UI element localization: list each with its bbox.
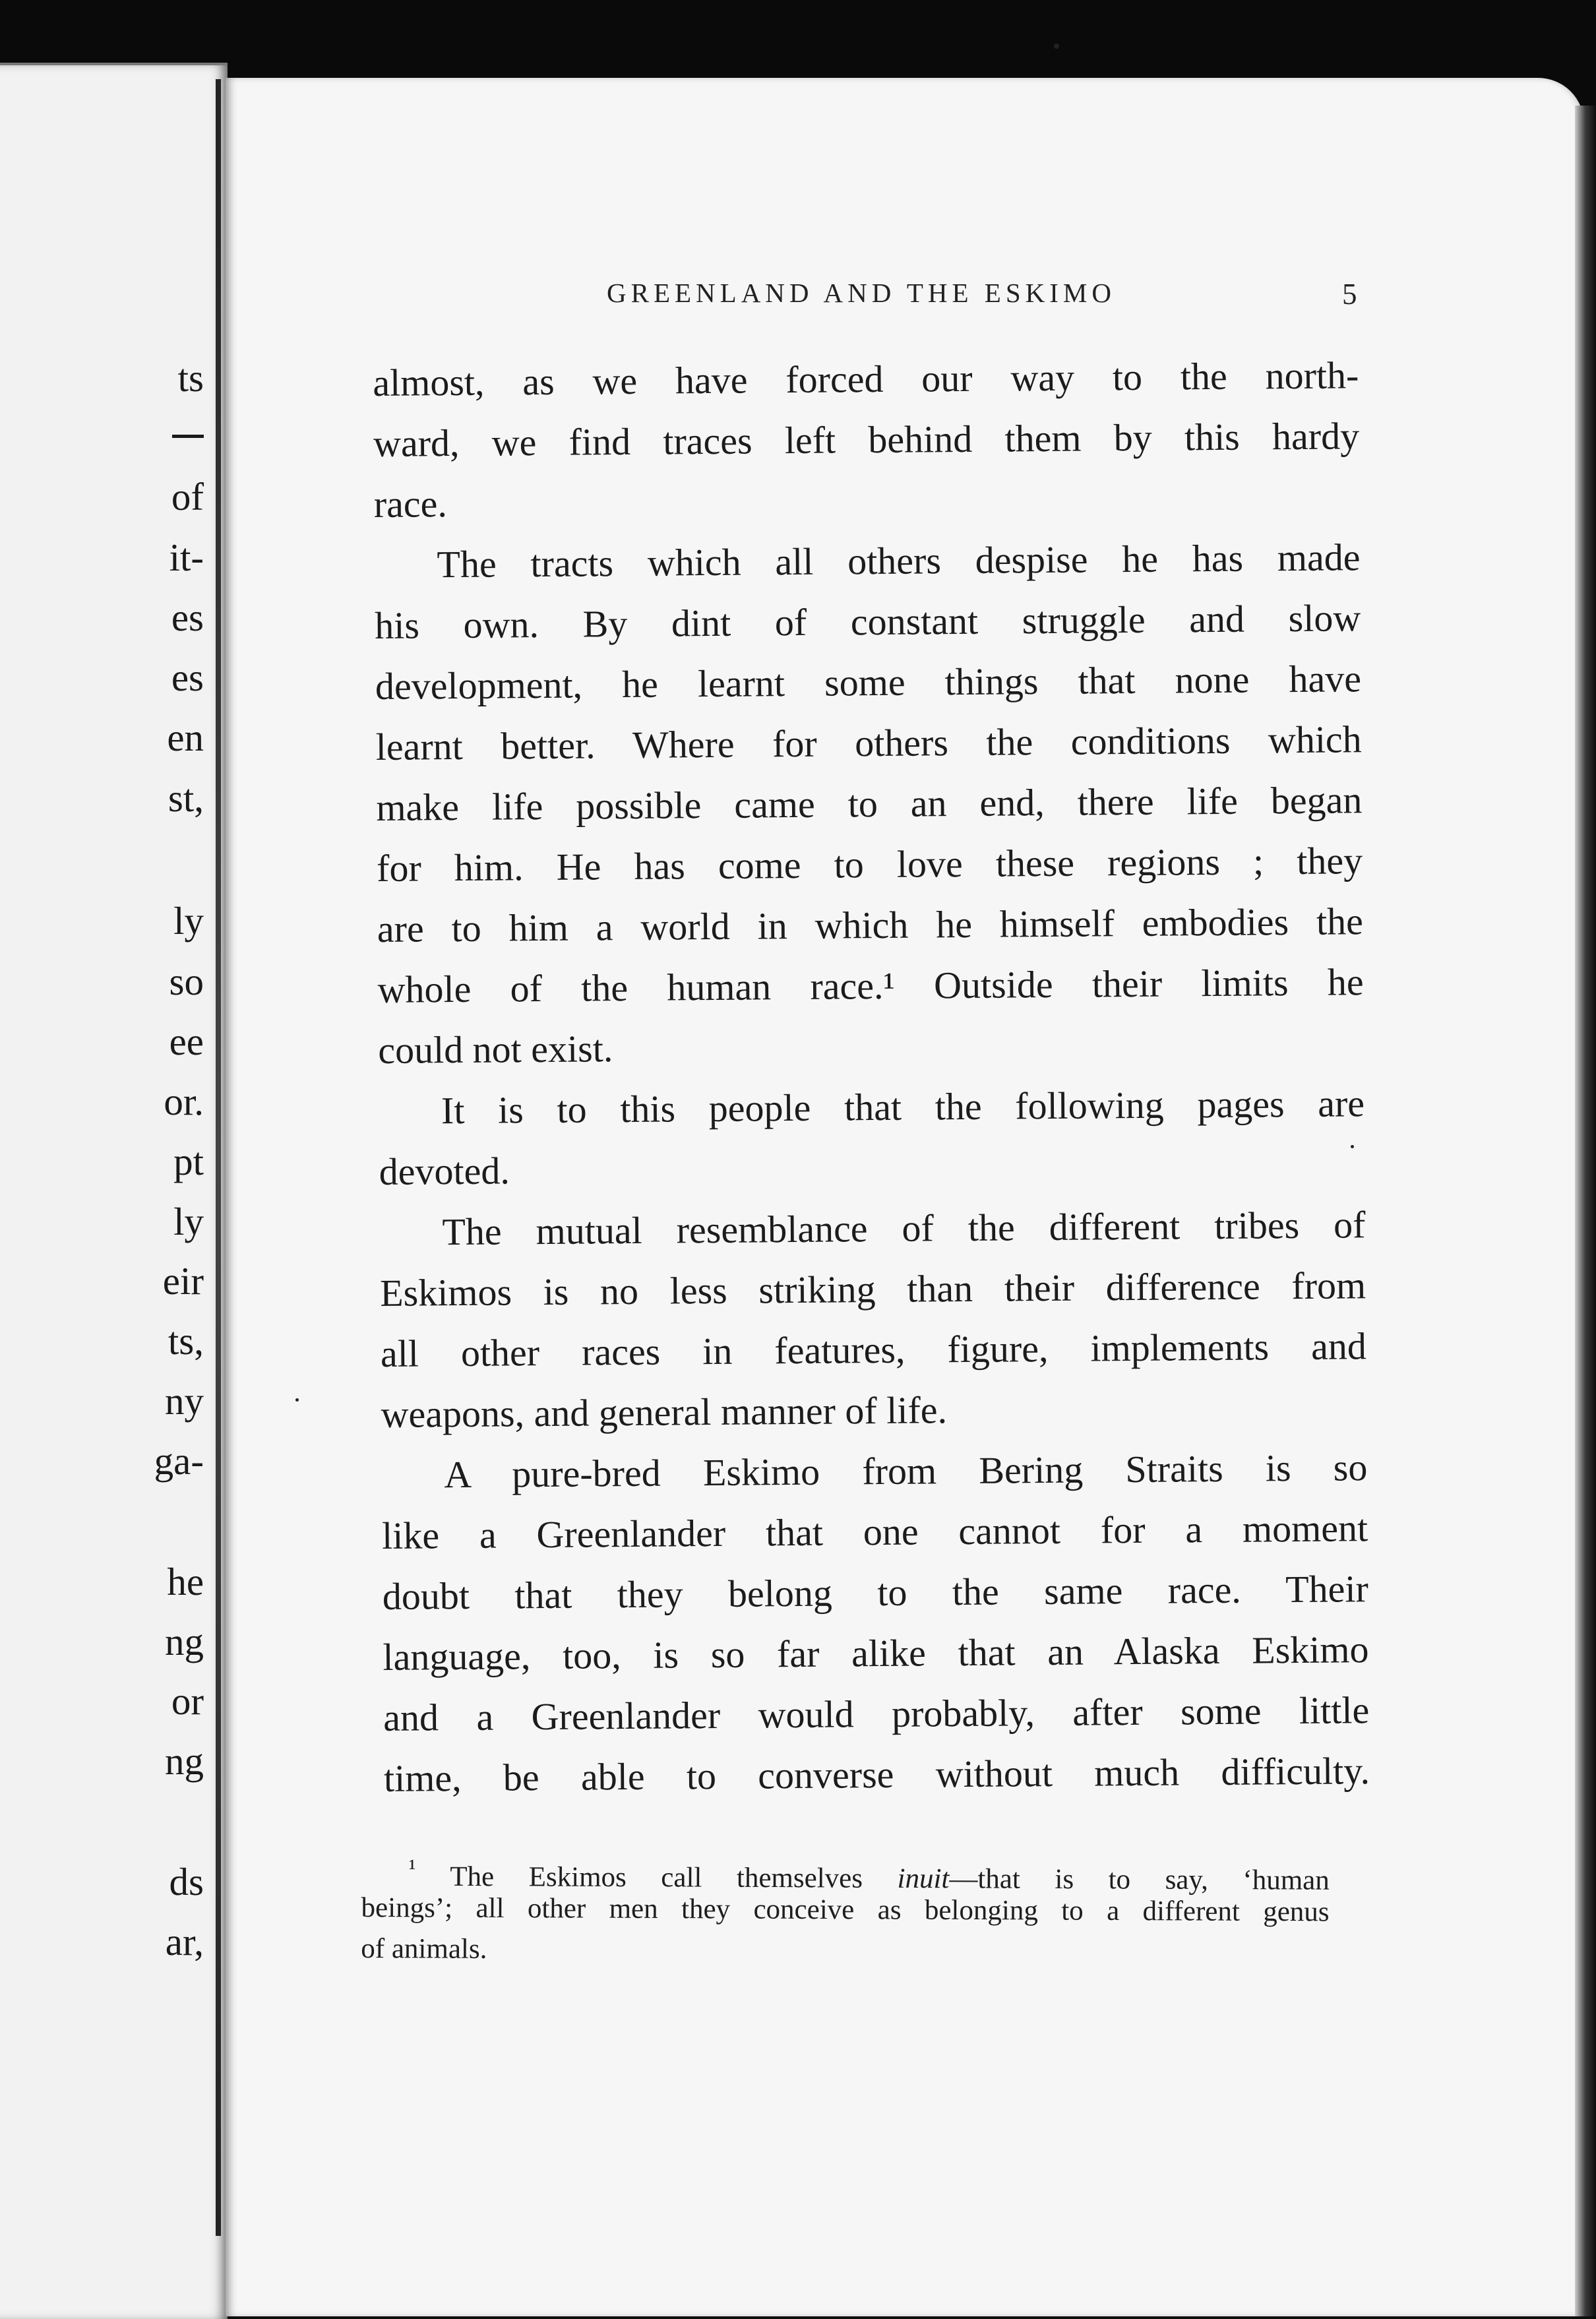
text-line: development, he learnt some things that none have [375,657,1362,708]
page-edge-shadow [1575,106,1596,2316]
text-line: doubt that they belong to the same race. Their [382,1567,1369,1618]
footnote-line: of animals. [361,1932,487,1965]
dust-speck [1054,44,1059,49]
left-page-fragment: pt [173,1140,204,1183]
left-page-fragment: ee [169,1020,204,1063]
text-line: devoted. [379,1149,510,1193]
text-line: time, be able to converse without much difficulty. [383,1749,1370,1800]
left-facing-page [0,63,228,2319]
running-title: GREENLAND AND THE ESKIMO [607,278,1116,308]
text-line: language, too, is so far alike that an Alaska Eskimo [383,1628,1369,1679]
left-page-fragment: ng [165,1739,204,1783]
left-page-fragment: ny [165,1379,204,1423]
text-line: are to him a world in which he himself embodies the [377,900,1364,950]
left-page-fragment: ga- [154,1439,204,1483]
left-page-fragment: it- [169,536,204,579]
text-line: A pure-bred Eskimo from Bering Straits is so [444,1446,1368,1497]
text-line: The tracts which all others despise he has made [437,536,1361,586]
left-page-fragment: so [169,960,204,1003]
text-line: learnt better. Where for others the conditions which [375,718,1362,768]
footnote-line: beings’; all other men they conceive as belonging to a different genus [361,1892,1330,1928]
left-page-fragment: of [171,475,204,518]
text-line: The mutual resemblance of the different tribes of [442,1203,1366,1254]
left-page-fragment: ly [173,899,204,943]
book-gutter [216,79,221,2236]
text-line: Eskimos is no less striking than their difference from [379,1264,1366,1314]
page-number: 5 [1342,278,1357,311]
footnote-line [361,1847,1330,1896]
text-line: and a Greenlander would probably, after some little [383,1688,1370,1739]
dust-speck [1351,1145,1354,1148]
left-page-fragment: es [171,656,204,699]
left-page-fragment: or [171,1679,204,1723]
dust-speck [295,1398,299,1402]
text-line: could not exist. [378,1027,613,1072]
footnote-text: The Eskimos call themselves [450,1861,863,1894]
text-line: his own. By dint of constant struggle and slow [374,596,1361,647]
text-line: like a Greenlander that one cannot for a moment [381,1506,1368,1557]
footnote-marker: ¹ [408,1854,416,1881]
left-page-fragment: eir [162,1259,204,1303]
left-page-fragment: es [171,596,204,639]
left-page-fragment: ar, [165,1920,204,1963]
left-page-rule [172,435,204,438]
left-page-fragment: he [167,1560,204,1603]
text-line: make life possible came to an end, there life began [376,778,1363,829]
left-page-fragment: ly [173,1200,204,1243]
left-page-fragment: ts [177,356,204,400]
text-line: almost, as we have forced our way to the north- [373,354,1359,404]
left-page-fragment: st, [168,776,204,820]
text-line: It is to this people that the following pages are [441,1082,1365,1132]
left-page-fragment: en [167,716,204,759]
left-page-fragment: ds [169,1860,204,1903]
footnote-term: inuit [897,1863,950,1895]
text-line: for him. He has come to love these regions ; they [376,839,1363,890]
text-line: whole of the human race.¹ Outside their limits he [377,960,1364,1011]
footnote [361,1847,1330,1973]
text-line: weapons, and general manner of life. [381,1388,948,1436]
left-page-fragment: ts, [168,1319,204,1363]
text-line: race. [373,482,448,526]
text-line: all other races in features, figure, implements and [380,1324,1367,1375]
footnote-text: —that is to say, ‘human [949,1863,1330,1896]
text-line: ward, we find traces left behind them by this hardy [373,414,1360,465]
body-text [373,345,1370,1809]
left-page-fragment: or. [164,1080,204,1123]
left-page-fragment: ng [165,1620,204,1663]
